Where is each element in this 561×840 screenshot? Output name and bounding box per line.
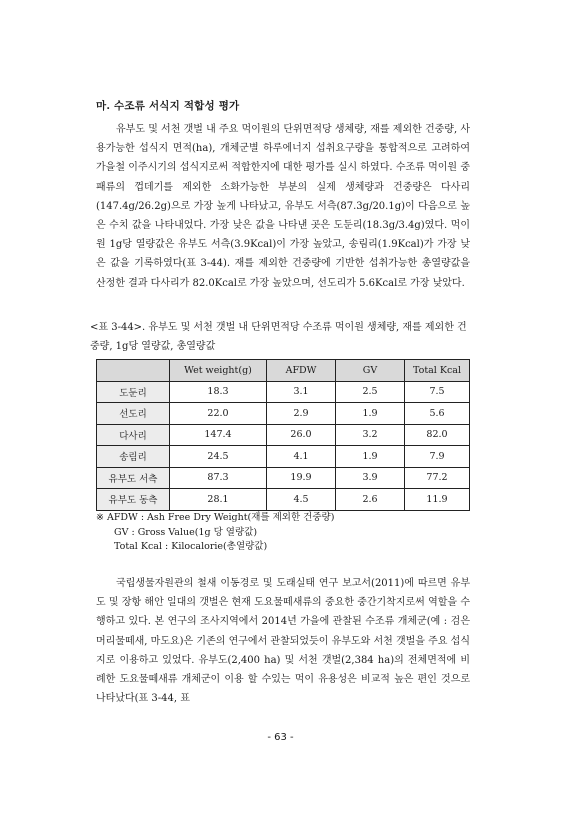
row-afdw: 4.1 xyxy=(267,446,336,468)
row-gv: 1.9 xyxy=(336,403,405,425)
row-wet-weight: 147.4 xyxy=(170,424,267,446)
row-total-kcal: 7.9 xyxy=(405,446,470,468)
row-gv: 3.9 xyxy=(336,467,405,489)
note-afdw: ※ AFDW : Ash Free Dry Weight(재를 제외한 건중량) xyxy=(96,512,335,523)
data-table xyxy=(96,359,470,511)
table-header-wet-weight: Wet weight(g) xyxy=(170,360,267,382)
row-afdw: 2.9 xyxy=(267,403,336,425)
row-total-kcal: 77.2 xyxy=(405,467,470,489)
row-total-kcal: 11.9 xyxy=(405,489,470,511)
row-afdw: 4.5 xyxy=(267,489,336,511)
table-header-row xyxy=(97,360,470,382)
row-wet-weight: 28.1 xyxy=(170,489,267,511)
row-site: 도둔리 xyxy=(97,381,170,403)
page-number: - 63 - xyxy=(267,732,294,743)
row-site: 유부도 동측 xyxy=(97,489,170,511)
row-site: 송림리 xyxy=(97,446,170,468)
row-total-kcal: 82.0 xyxy=(405,424,470,446)
table-header-total-kcal: Total Kcal xyxy=(405,360,470,382)
section-heading: 마. 수조류 서식지 적합성 평가 xyxy=(96,100,240,112)
table-header-blank xyxy=(97,360,170,382)
table-row xyxy=(97,424,470,446)
paragraph-1: 유부도 및 서천 갯벌 내 주요 먹이원의 단위면적당 생체량, 재를 제외한 건중량, 사용가능한 섭식지 면적(ha), 개체군별 하루에너지 섭취요구량을 통합적으로 고려하여 가을철 이주시기의 섭식지로써 적합한지에 대한 평가를 실시 하였다. 수조류 먹이원 중 패류의 껍데기를 제외한 소화가능한 부분의 실제 생체량과 건중량은 다사리(147.4g/26.2g)으로 가장 높게 나타났고, 유부도 서측(87.3g/20.1g)이 다음으로 높은 수치 값을 나타내었다. 가장 낮은 값을 나타낸 곳은 도둔리(18.3g/3.4g)였다. 먹이원 1g당 열량값은 유부도 서측(3.9Kcal)이 가장 높았고, 송림리(1.9Kcal)가 가장 낮은 값을 기록하였다(표 3-44). 재를 제외한 건중량에 기반한 섭취가능한 총열량값을 산정한 결과 다사리가 82.0Kcal로 가장 높았으며, 선도리가 5.6Kcal로 가장 낮았다. xyxy=(96,124,470,289)
row-afdw: 26.0 xyxy=(267,424,336,446)
note-gv: GV : Gross Value(1g 당 열량값) xyxy=(114,526,258,538)
table-notes xyxy=(96,511,334,555)
row-afdw: 3.1 xyxy=(267,381,336,403)
table-header-gv: GV xyxy=(336,360,405,382)
row-wet-weight: 87.3 xyxy=(170,467,267,489)
table-row xyxy=(97,381,470,403)
row-wet-weight: 22.0 xyxy=(170,403,267,425)
row-site: 선도리 xyxy=(97,403,170,425)
table-row xyxy=(97,467,470,489)
row-afdw: 19.9 xyxy=(267,467,336,489)
table-header-afdw: AFDW xyxy=(267,360,336,382)
row-gv: 2.5 xyxy=(336,381,405,403)
row-wet-weight: 18.3 xyxy=(170,381,267,403)
row-gv: 3.2 xyxy=(336,424,405,446)
note-total-kcal: Total Kcal : Kilocalorie(총열량값) xyxy=(114,541,268,552)
paragraph-2: 국립생물자원관의 철새 이동경로 및 도래실태 연구 보고서(2011)에 따르면 유부도 및 장항 해안 일대의 갯벌은 현재 도요물떼새류의 중요한 중간기착지로써 역할을 수행하고 있다. 본 연구의 조사지역에서 2014년 가을에 관찰된 수조류 개체군(예 : 검은머리물떼새, 마도요)은 기존의 연구에서 관찰되었듯이 유부도와 서천 갯벌을 주요 섭식지로 이용하고 있었다. 유부도(2,400 ha) 및 서천 갯벌(2,384 ha)의 전체면적에 비례한 도요물떼새류 개체군이 이용 할 수있는 먹이 유용성은 비교적 높은 편인 것으로 나타났다(표 3-44, 표 xyxy=(96,578,470,705)
table-row xyxy=(97,489,470,511)
row-total-kcal: 7.5 xyxy=(405,381,470,403)
row-wet-weight: 24.5 xyxy=(170,446,267,468)
row-gv: 2.6 xyxy=(336,489,405,511)
row-gv: 1.9 xyxy=(336,446,405,468)
row-site: 유부도 서측 xyxy=(97,467,170,489)
table-caption: <표 3-44>. 유부도 및 서천 갯벌 내 단위면적당 수조류 먹이원 생체량, 재를 제외한 건중량, 1g당 열량값, 총열량값 xyxy=(90,322,467,352)
table-row xyxy=(97,446,470,468)
row-total-kcal: 5.6 xyxy=(405,403,470,425)
table-row xyxy=(97,403,470,425)
row-site: 다사리 xyxy=(97,424,170,446)
